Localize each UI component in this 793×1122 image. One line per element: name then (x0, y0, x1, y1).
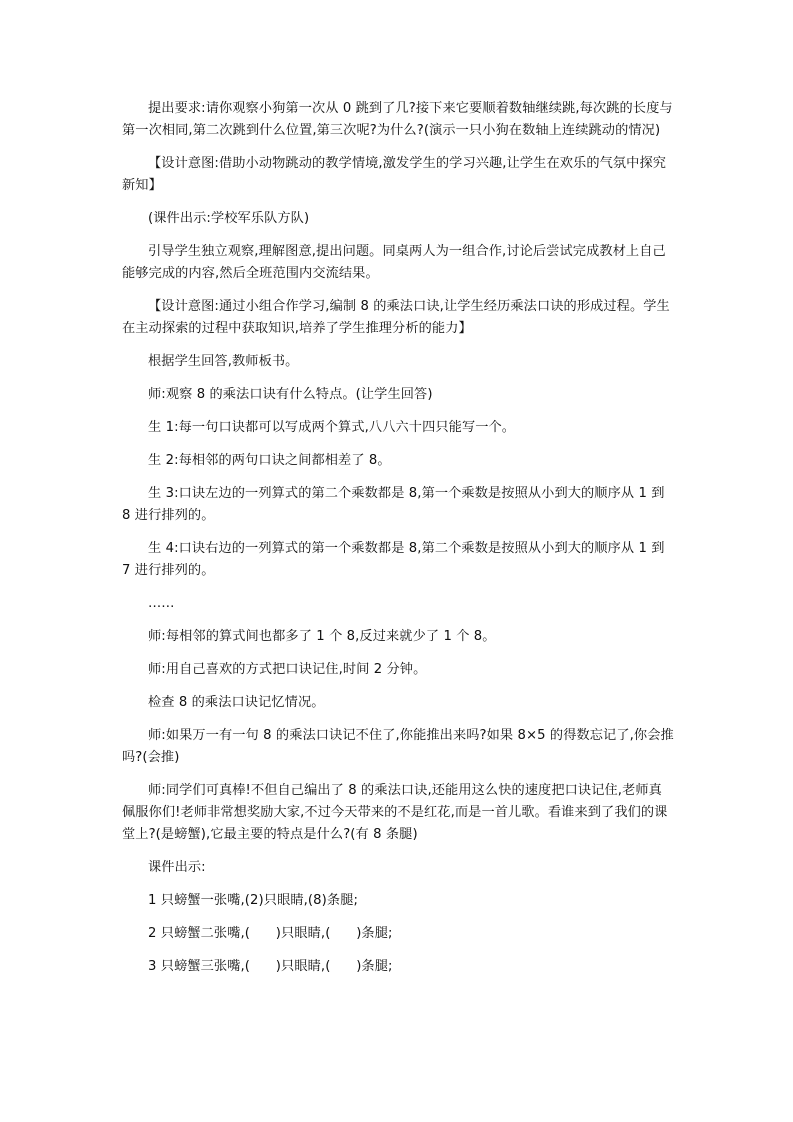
paragraph-student-3: 生 3:口诀左边的一列算式的第二个乘数都是 8,第一个乘数是按照从小到大的顺序从 1 到 8 进行排列的。 (122, 486, 669, 523)
paragraph-student-4: 生 4:口诀右边的一列算式的第一个乘数都是 8,第二个乘数是按照从小到大的顺序从 1 到 7 进行排列的。 (122, 541, 669, 578)
paragraph-teacher-adjacent: 师:每相邻的算式间也都多了 1 个 8,反过来就少了 1 个 8。 (148, 629, 496, 644)
paragraph-design-intent-1: 【设计意图:借助小动物跳动的教学情境,激发学生的学习兴趣,让学生在欢乐的气氛中探究新知】 (122, 156, 667, 193)
paragraph-student-1: 生 1:每一句口诀都可以写成两个算式,八八六十四只能写一个。 (148, 420, 516, 435)
paragraph-crab-line-2: 2 只螃蟹二张嘴,( )只眼睛,( )条腿; (148, 926, 393, 941)
paragraph-teacher-memorize: 师:用自己喜欢的方式把口诀记住,时间 2 分钟。 (148, 662, 427, 677)
paragraph-teacher-observe: 师:观察 8 的乘法口诀有什么特点。(让学生回答) (148, 387, 433, 402)
paragraph-student-2: 生 2:每相邻的两句口诀之间都相差了 8。 (148, 453, 391, 468)
paragraph-courseware-label: 课件出示: (148, 860, 206, 875)
paragraph-crab-line-3: 3 只螃蟹三张嘴,( )只眼睛,( )条腿; (148, 959, 393, 974)
paragraph-teacher-praise: 师:同学们可真棒!不但自己编出了 8 的乘法口诀,还能用这么快的速度把口诀记住,老师真佩服你们!老师非常想奖励大家,不过今天带来的不是红花,而是一首儿歌。看谁来到了我们的课堂上?(是螃蟹),它最主要的特点是什么?(有 8 条腿) (122, 783, 668, 842)
paragraph-guide-observe: 引导学生独立观察,理解图意,提出问题。同桌两人为一组合作,讨论后尝试完成教材上自己能够完成的内容,然后全班范围内交流结果。 (122, 244, 666, 281)
paragraph-crab-line-1: 1 只螃蟹一张嘴,(2)只眼睛,(8)条腿; (148, 893, 359, 908)
paragraph-courseware-band: (课件出示:学校军乐队方队) (148, 211, 310, 226)
document-body (122, 98, 674, 989)
paragraph-ellipsis: …… (148, 596, 175, 611)
paragraph-teacher-deduce: 师:如果万一有一句 8 的乘法口诀记不住了,你能推出来吗?如果 8×5 的得数忘记了,你会推吗?(会推) (122, 728, 674, 765)
paragraph-teacher-board: 根据学生回答,教师板书。 (148, 354, 299, 369)
paragraph-check-memory: 检查 8 的乘法口诀记忆情况。 (148, 695, 325, 710)
paragraph-design-intent-2: 【设计意图:通过小组合作学习,编制 8 的乘法口诀,让学生经历乘法口诀的形成过程。学生在主动探索的过程中获取知识,培养了学生推理分析的能力】 (122, 299, 670, 336)
paragraph-jump-question: 提出要求:请你观察小狗第一次从 0 跳到了几?接下来它要顺着数轴继续跳,每次跳的长度与第一次相同,第二次跳到什么位置,第三次呢?为什么?(演示一只小狗在数轴上连续跳动的情况) (122, 101, 673, 138)
